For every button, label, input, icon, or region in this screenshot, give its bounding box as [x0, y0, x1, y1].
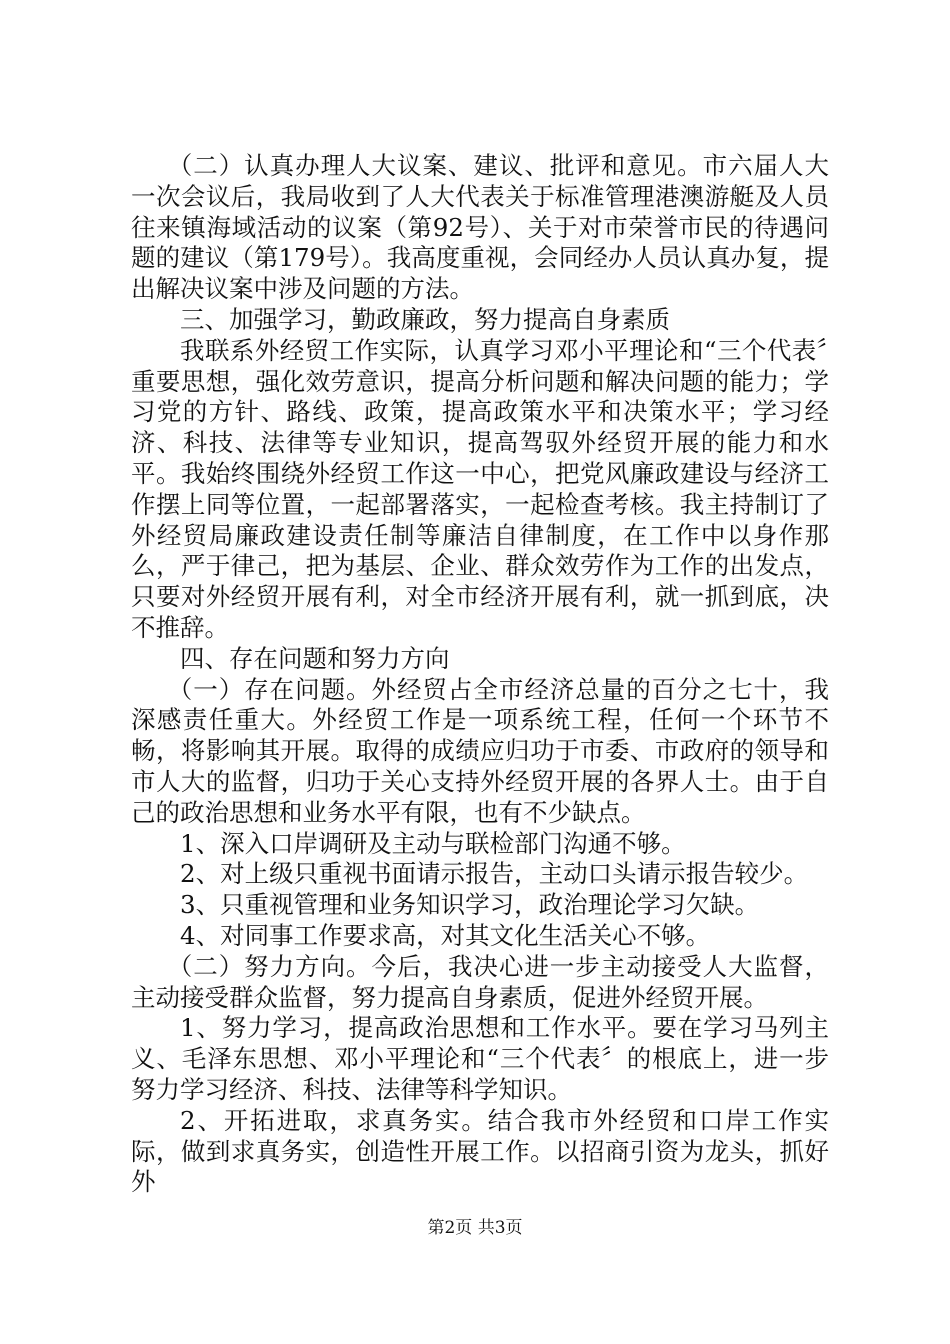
list-item-direction-2: 2、开拓进取，求真务实。结合我市外经贸和口岸工作实际，做到求真务实，创造性开展工作。以招商引资为龙头，抓好外	[131, 1105, 829, 1197]
section-heading-problems: 四、存在问题和努力方向	[180, 643, 450, 673]
list-item-problem-2: 2、对上级只重视书面请示报告，主动口头请示报告较少。	[180, 859, 809, 889]
document-body	[131, 151, 829, 1198]
list-item-problem-1: 1、深入口岸调研及主动与联检部门沟通不够。	[180, 828, 686, 858]
list-item-direction-1: 1、努力学习，提高政治思想和工作水平。要在学习马列主义、毛泽东思想、邓小平理论和“三个代表〞的根底上，进一步努力学习经济、科技、法律等科学知识。	[131, 1013, 829, 1104]
paragraph-motions-handling: （二）认真办理人大议案、建议、批评和意见。市六届人大一次会议后，我局收到了人大代表关于标准管理港澳游艇及人员往来镇海域活动的议案（第92号）、关于对市荣誉市民的待遇问题的建议（第179号）。我高度重视，会同经办人员认真办复，提出解决议案中涉及问题的方法。	[131, 151, 829, 304]
section-heading-study: 三、加强学习，勤政廉政，努力提高自身素质	[180, 304, 670, 334]
list-item-problem-4: 4、对同事工作要求高，对其文化生活关心不够。	[180, 920, 711, 950]
page-number-footer: 第2页 共3页	[427, 1218, 523, 1238]
list-item-problem-3: 3、只重视管理和业务知识学习，政治理论学习欠缺。	[180, 890, 760, 920]
paragraph-study: 我联系外经贸工作实际，认真学习邓小平理论和“三个代表〞重要思想，强化效劳意识，提高分析问题和解决问题的能力；学习党的方针、路线、政策，提高政策水平和决策水平；学习经济、科技、法律等专业知识，提高驾驭外经贸开展的能力和水平。我始终围绕外经贸工作这一中心，把党风廉政建设与经济工作摆上同等位置，一起部署落实，一起检查考核。我主持制订了外经贸局廉政建设责任制等廉洁自律制度，在工作中以身作那么，严于律己，把为基层、企业、群众效劳作为工作的出发点，只要对外经贸开展有利，对全市经济开展有利，就一抓到底，决不推辞。	[131, 335, 829, 642]
paragraph-direction: （二）努力方向。今后，我决心进一步主动接受人大监督，主动接受群众监督，努力提高自身素质，促进外经贸开展。	[131, 951, 829, 1012]
paragraph-existing-problems: （一）存在问题。外经贸占全市经济总量的百分之七十，我深感责任重大。外经贸工作是一项系统工程，任何一个环节不畅，将影响其开展。取得的成绩应归功于市委、市政府的领导和市人大的监督，归功于关心支持外经贸开展的各界人士。由于自己的政治思想和业务水平有限，也有不少缺点。	[131, 674, 829, 827]
